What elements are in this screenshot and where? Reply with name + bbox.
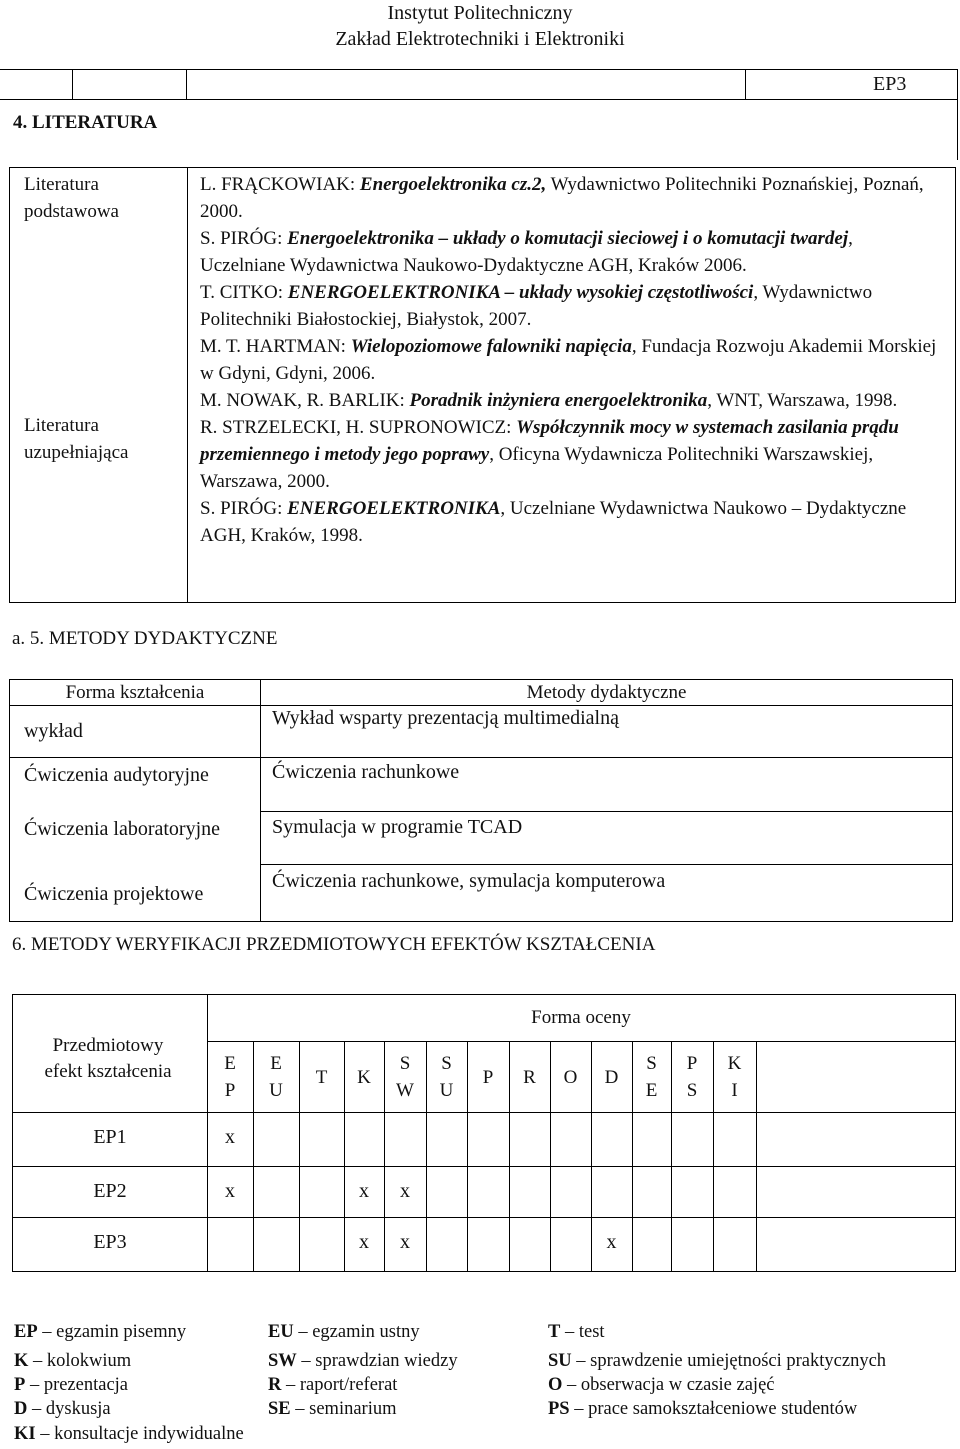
method-auditory: Ćwiczenia rachunkowe <box>272 761 460 783</box>
legend-item: K – kolokwium <box>14 1351 132 1371</box>
method-project: Ćwiczenia rachunkowe, symulacja komputerowa <box>272 870 666 892</box>
effect-label: EP2 <box>93 1180 127 1202</box>
assessment-mark: x <box>225 1180 235 1202</box>
entry-title: ENERGOELEKTRONIKA – układy wysokiej częstotliwości <box>287 282 754 303</box>
assessment-mark: x <box>225 1126 235 1148</box>
entry-publisher: , Fundacja Rozwoju Akademii Morskiej w Gdyni, Gdyni, 2006. <box>200 336 937 384</box>
col-form-header: Forma kształcenia <box>65 682 205 703</box>
form-column-header: S E <box>645 1053 658 1101</box>
form-column-header: K I <box>727 1053 742 1101</box>
form-column-header: K <box>357 1066 371 1088</box>
legend-item: SE – seminarium <box>268 1399 397 1419</box>
legend-item: SW – sprawdzian wiedzy <box>268 1351 458 1371</box>
entry-author: L. FRĄCKOWIAK: <box>200 174 360 195</box>
col-methods-header: Metody dydaktyczne <box>526 682 687 703</box>
form-lecture: wykład <box>24 720 83 742</box>
form-auditory: Ćwiczenia audytoryjne <box>24 764 209 786</box>
entry-publisher: , Uczelniane Wydawnictwa Naukowo – Dydaktyczne AGH, Kraków, 1998. <box>200 498 907 546</box>
subject-code: EP3 <box>873 73 907 95</box>
form-column-header: P S <box>686 1053 698 1101</box>
section-6-title: 6. METODY WERYFIKACJI PRZEDMIOTOWYCH EFEKTÓW KSZTAŁCENIA <box>12 934 656 955</box>
legend-item: D – dyskusja <box>14 1399 111 1419</box>
effect-header: Przedmiotowy efekt kształcenia <box>44 1035 172 1082</box>
entry-publisher: , Uczelniane Wydawnictwa Naukowo-Dydaktyczne AGH, Kraków 2006. <box>200 228 853 276</box>
assessment-mark: x <box>400 1231 410 1253</box>
section-5-title: a. 5. METODY DYDAKTYCZNE <box>12 628 278 649</box>
assessment-mark: x <box>606 1231 617 1253</box>
legend-item: R – raport/referat <box>268 1375 398 1395</box>
method-laboratory: Symulacja w programie TCAD <box>272 816 523 838</box>
form-column-header: T <box>315 1066 328 1088</box>
entry-author: M. T. HARTMAN: <box>200 336 351 357</box>
assessment-mark: x <box>359 1231 369 1253</box>
legend-item: PS – prace samokształceniowe studentów <box>548 1399 858 1419</box>
form-column-header: S U <box>439 1053 454 1101</box>
method-lecture: Wykład wsparty prezentacją multimedialną <box>272 707 619 729</box>
institute-name: Instytut Politechniczny <box>387 2 573 24</box>
entry-publisher: Wydawnictwo Politechniki Poznańskiej, Poznań, 2000. <box>200 174 924 222</box>
form-laboratory: Ćwiczenia laboratoryjne <box>24 818 221 840</box>
literature-basic-label: Literatura podstawowa <box>24 174 119 222</box>
form-column-header: O <box>563 1066 578 1088</box>
effect-label: EP1 <box>93 1126 127 1148</box>
legend-item: SU – sprawdzenie umiejętności praktycznych <box>548 1351 887 1371</box>
entry-author: S. PIRÓG: <box>200 498 288 519</box>
entry-author: R. STRZELECKI, H. SUPRONOWICZ: <box>200 417 517 438</box>
entry-publisher: , Wydawnictwo Politechniki Białostockiej, Białystok, 2007. <box>200 282 873 330</box>
literature-supplementary-label: Literatura uzupełniająca <box>24 415 129 463</box>
entry-author: T. CITKO: <box>200 282 288 303</box>
entry-publisher: , Oficyna Wydawnicza Politechniki Warszawskiej, Warszawa, 2000. <box>200 444 874 492</box>
entry-title: Wielopoziomowe falowniki napięcia <box>350 336 632 357</box>
form-column-header: R <box>523 1066 536 1088</box>
legend-item: EU – egzamin ustny <box>268 1322 420 1342</box>
entry-title: Energoelektronika – układy o komutacji sieciowej i o komutacji twardej <box>287 228 849 249</box>
section-4-title: 4. LITERATURA <box>13 112 158 133</box>
legend-item: O – obserwacja w czasie zajęć <box>548 1375 775 1395</box>
forms-header: Forma oceny <box>531 1007 631 1028</box>
form-column-header: S W <box>396 1053 414 1101</box>
form-project: Ćwiczenia projektowe <box>24 883 204 905</box>
entry-title: Współczynnik mocy w systemach zasilania prądu przemiennego i metody jego poprawy <box>200 417 899 465</box>
department-name: Zakład Elektrotechniki i Elektroniki <box>335 28 625 50</box>
effect-label: EP3 <box>93 1231 127 1253</box>
form-column-header: E U <box>269 1053 283 1101</box>
form-column-header: E P <box>224 1053 236 1101</box>
entry-title: Energoelektronika cz.2, <box>359 174 547 195</box>
form-column-header: P <box>482 1066 494 1088</box>
entry-title: ENERGOELEKTRONIKA <box>287 498 501 519</box>
legend-item: T – test <box>548 1322 605 1342</box>
entry-publisher: , WNT, Warszawa, 1998. <box>707 390 898 411</box>
entry-title: Poradnik inżyniera energoelektronika <box>409 390 708 411</box>
form-column-header: D <box>604 1066 619 1088</box>
assessment-mark: x <box>400 1180 410 1202</box>
legend-item: KI – konsultacje indywidualne <box>14 1424 244 1444</box>
assessment-mark: x <box>359 1180 369 1202</box>
entry-author: S. PIRÓG: <box>200 228 288 249</box>
legend-item: P – prezentacja <box>14 1375 129 1395</box>
entry-author: M. NOWAK, R. BARLIK: <box>200 390 410 411</box>
legend-item: EP – egzamin pisemny <box>14 1322 187 1342</box>
